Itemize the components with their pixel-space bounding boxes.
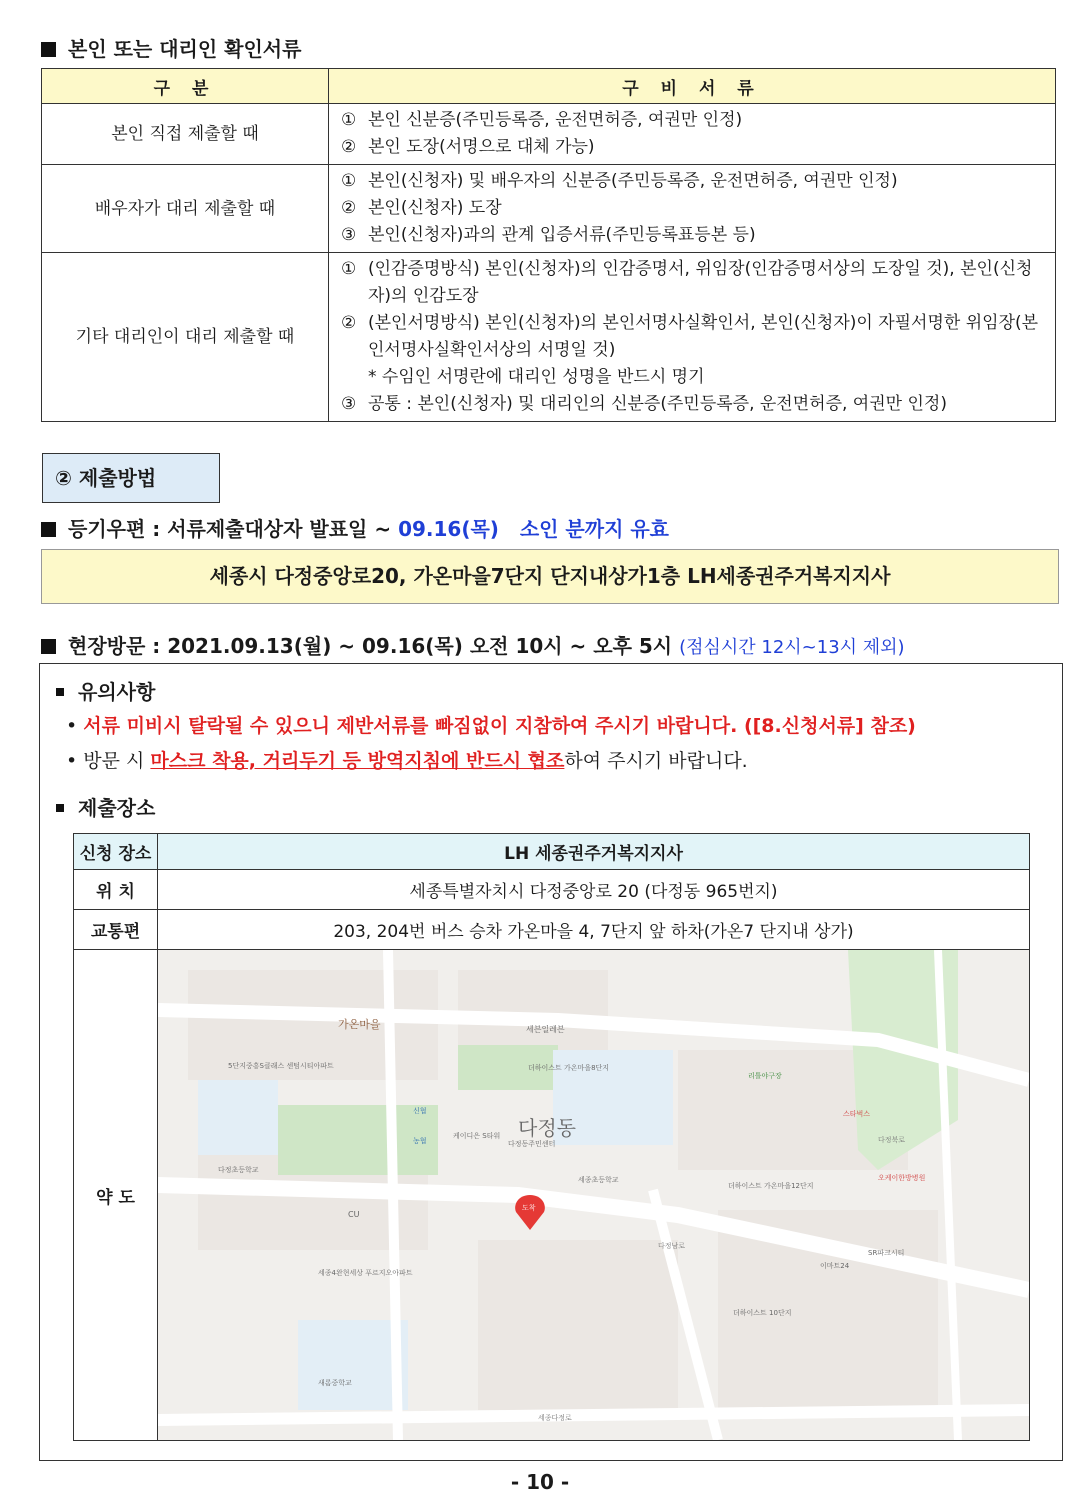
list-item: ③ 본인(신청자)과의 관계 입증서류(주민등록표등본 등) xyxy=(341,225,756,245)
visit-line: 현장방문 : 2021.09.13(월) ~ 09.16(목) 오전 10시 ~ 오후 5시 (점심시간 12시~13시 제외) xyxy=(41,630,905,659)
list-item: ② 본인(신청자) 도장 xyxy=(341,198,502,218)
map-label-arrival: 도착 xyxy=(522,1204,536,1212)
place-label: 신청 장소 xyxy=(74,834,158,870)
map-label-school2: 새롬중학교 xyxy=(318,1379,352,1387)
mail-line: 등기우편 : 서류제출대상자 발표일 ~ 09.16(목) 소인 분까지 유효 xyxy=(41,513,669,542)
map-label-road3: 세종다정로 xyxy=(538,1414,572,1422)
table-header-case: 구 분 xyxy=(42,69,329,104)
mail-deadline-suffix: 소인 분까지 유효 xyxy=(519,517,669,541)
map-label-dong: 다정동 xyxy=(518,1116,576,1140)
map-label-apt4: 세종4완현세상 푸르지오아파트 xyxy=(318,1269,413,1277)
map-label-bank: 케이디은 S타워 xyxy=(453,1132,501,1140)
map-label-park: 리틀야구장 xyxy=(748,1072,782,1080)
square-bullet-icon xyxy=(41,522,56,537)
table-header-documents: 구 비 서 류 xyxy=(329,69,1056,104)
map-label-apt3: 더하이스트 10단지 xyxy=(733,1309,792,1317)
table-row xyxy=(42,104,1056,165)
map-label: 약 도 xyxy=(74,950,158,1441)
map-label-road2: 다정북로 xyxy=(878,1136,906,1144)
submission-method-heading: ② 제출방법 xyxy=(42,453,220,503)
list-item: ① 본인 신분증(주민등록증, 운전면허증, 여권만 인정) xyxy=(341,110,743,130)
table-row xyxy=(42,253,1056,422)
caution-line-1: • 서류 미비시 탈락될 수 있으니 제반서류를 빠짐없이 지참하여 주시기 바랍니다. ([8.신청서류] 참조) xyxy=(66,715,916,737)
case-cell: 본인 직접 제출할 때 xyxy=(42,104,329,165)
table-row xyxy=(74,910,1030,950)
map-cell xyxy=(158,950,1030,1441)
transport-label: 교통편 xyxy=(74,910,158,950)
map-label-sr: SR파크시티 xyxy=(868,1249,905,1257)
list-item: ② (본인서명방식) 본인(신청자)의 본인서명사실확인서, 본인(신청자)이 자필서명한 위임장(본인서명사실확인서상의 서명일 것) xyxy=(341,313,1039,360)
list-item: ① (인감증명방식) 본인(신청자)의 인감증명서, 위임장(인감증명서상의 도장일 것), 본인(신청자)의 인감도장 xyxy=(341,259,1033,306)
map-label-hospital: 오케이한방병원 xyxy=(878,1174,926,1182)
case-cell: 기타 대리인이 대리 제출할 때 xyxy=(42,253,329,422)
map-label-road1: 다정남로 xyxy=(658,1242,686,1250)
table-row xyxy=(74,950,1030,1441)
map-label-apt1: 더하이스트 가온마을8단지 xyxy=(528,1064,610,1072)
place-title: 제출장소 xyxy=(40,792,155,821)
map-label-school3: 세종초등학교 xyxy=(578,1176,619,1184)
table-row xyxy=(42,165,1056,253)
proxy-note: * 수임인 서명란에 대리인 성명을 반드시 명기 xyxy=(368,367,705,387)
section-title-documents: 본인 또는 대리인 확인서류 xyxy=(41,33,301,62)
map-label-school1: 다정초등학교 xyxy=(218,1166,259,1174)
list-item: ③ 공통 : 본인(신청자) 및 대리인의 신분증(주민등록증, 운전면허증, 여권만 인정) xyxy=(341,394,947,414)
square-bullet-icon xyxy=(41,42,56,57)
lunch-break-note: (점심시간 12시~13시 제외) xyxy=(679,637,905,658)
square-bullet-icon xyxy=(41,639,56,654)
map-label-star: 스타벅스 xyxy=(843,1110,871,1118)
caution-line-2: • 방문 시 마스크 착용, 거리두기 등 방역지침에 반드시 협조하여 주시기 바랍니다. xyxy=(66,750,748,772)
map-label-emart: 이마트24 xyxy=(820,1262,850,1270)
items-cell xyxy=(329,165,1056,253)
items-cell xyxy=(329,253,1056,422)
transport-value: 203, 204번 버스 승차 가온마을 4, 7단지 앞 하차(가온7 단지내 상가) xyxy=(158,910,1030,950)
page-number: - 10 - xyxy=(510,1470,570,1494)
map-label-market: 세븐일레븐 xyxy=(526,1025,565,1034)
location-label: 위 치 xyxy=(74,870,158,910)
place-table xyxy=(73,833,1030,1441)
documents-table xyxy=(41,68,1056,422)
mail-deadline: 09.16(목) xyxy=(398,517,499,541)
mail-address: 세종시 다정중앙로20, 가온마을7단지 단지내상가1층 LH세종권주거복지지사 xyxy=(41,549,1059,604)
list-item: ① 본인(신청자) 및 배우자의 신분증(주민등록증, 운전면허증, 여권만 인정) xyxy=(341,171,898,191)
place-value: LH 세종권주거복지지사 xyxy=(158,834,1030,870)
map-label-cu: CU xyxy=(348,1210,360,1219)
table-row xyxy=(74,870,1030,910)
square-bullet-icon xyxy=(56,688,64,696)
location-value: 세종특별자치시 다정중앙로 20 (다정동 965번지) xyxy=(158,870,1030,910)
map-label-nh: 농협 xyxy=(413,1137,427,1145)
map-label-center: 다정동주민센터 xyxy=(508,1140,556,1148)
case-cell: 배우자가 대리 제출할 때 xyxy=(42,165,329,253)
square-bullet-icon xyxy=(56,804,64,812)
map-label-shinhan: 신협 xyxy=(413,1107,427,1115)
caution-title: 유의사항 xyxy=(40,676,155,705)
location-map[interactable] xyxy=(158,950,1029,1440)
table-row xyxy=(74,834,1030,870)
map-label-apt5: 5단지중흥S클래스 센텀시티아파트 xyxy=(228,1062,334,1070)
items-cell xyxy=(329,104,1056,165)
map-label-apt2: 더하이스트 가온마을12단지 xyxy=(728,1182,814,1190)
map-label-village: 가온마을 xyxy=(338,1018,381,1031)
list-item: ② 본인 도장(서명으로 대체 가능) xyxy=(341,137,595,157)
